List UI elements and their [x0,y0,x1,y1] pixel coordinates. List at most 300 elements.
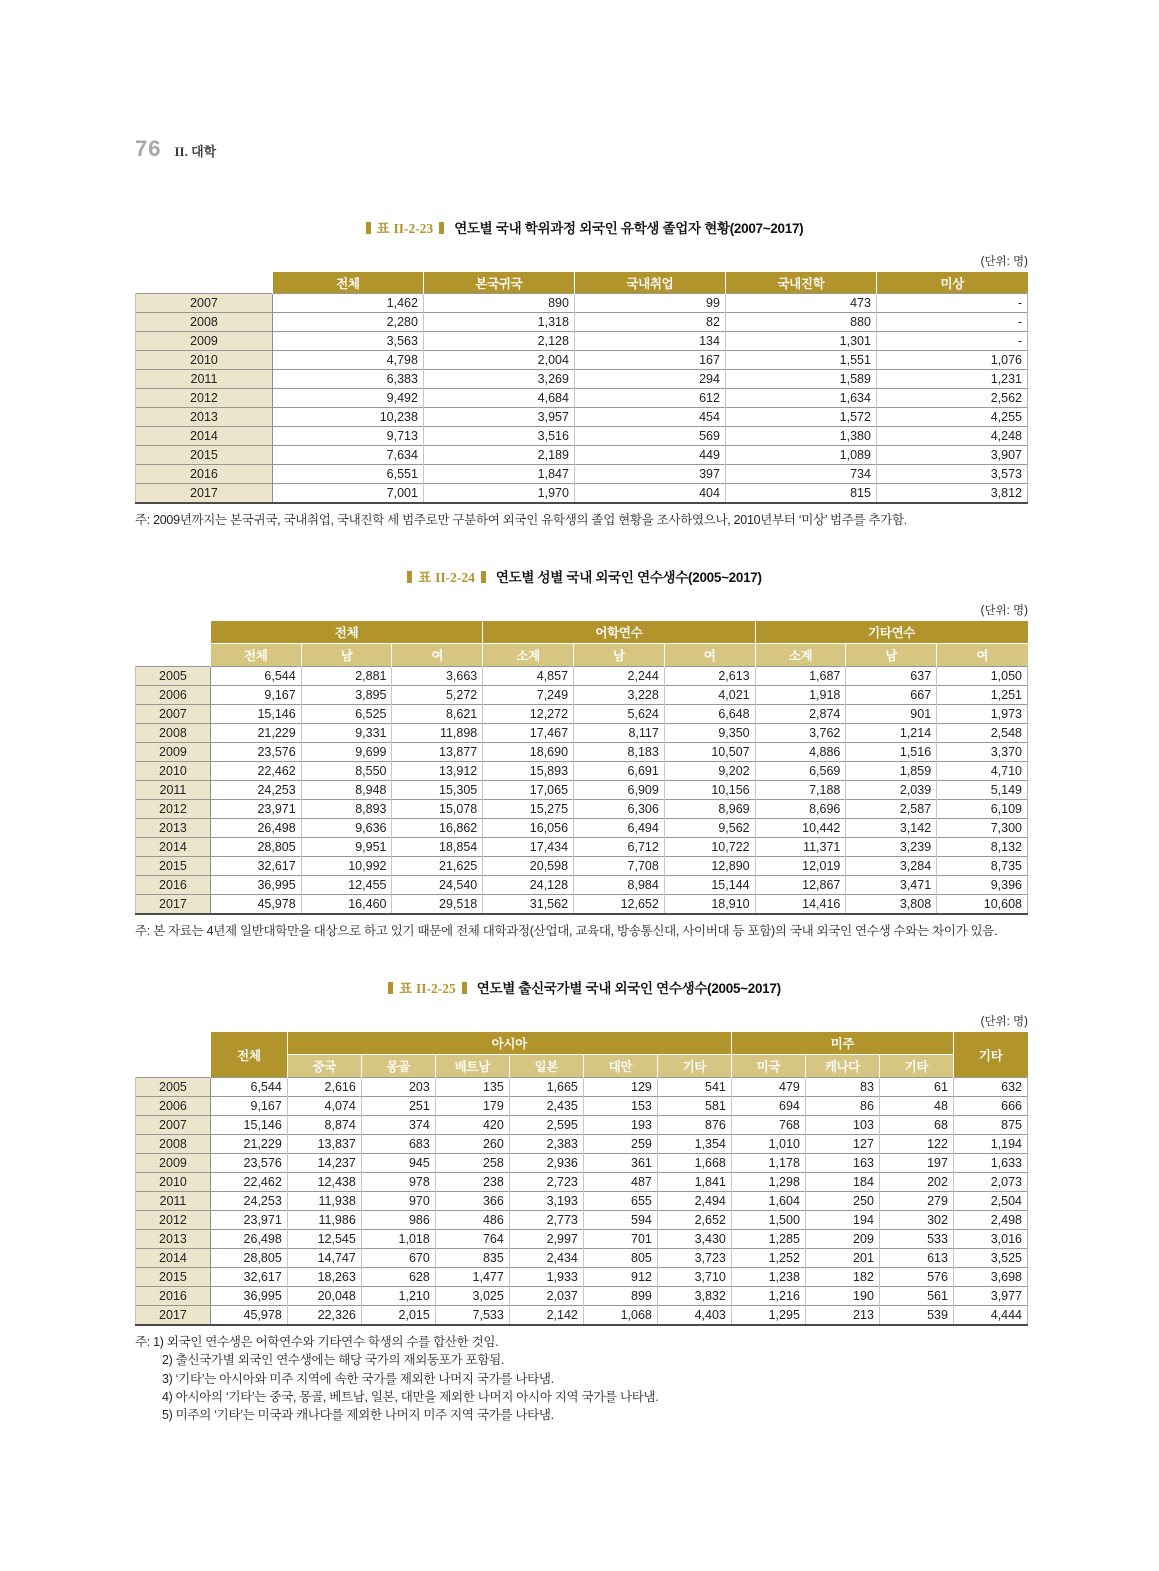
value-cell: 31,562 [483,895,574,915]
value-cell: 9,951 [301,838,392,857]
value-cell: 4,021 [664,686,755,705]
value-cell: 694 [731,1097,805,1116]
table-row [136,1135,1028,1154]
value-cell: 167 [574,351,725,370]
value-cell: 4,857 [483,667,574,686]
value-cell: 190 [805,1287,879,1306]
value-cell: 2,434 [509,1249,583,1268]
table-row [136,705,1028,724]
value-cell: 2,613 [664,667,755,686]
value-cell: 7,001 [272,484,423,504]
trainees-by-country-table [135,1032,1028,1326]
value-cell: 193 [583,1116,657,1135]
value-cell: 21,229 [210,724,301,743]
header-cell: 여 [664,644,755,667]
value-cell: 1,933 [509,1268,583,1287]
value-cell: 259 [583,1135,657,1154]
value-cell: 45,978 [210,895,301,915]
value-cell: 16,862 [392,819,483,838]
table-marker: 표 [376,221,390,236]
year-cell: 2006 [136,1097,211,1116]
value-cell: 48 [879,1097,953,1116]
table-row [136,408,1028,427]
table-row [136,895,1028,915]
year-cell: 2014 [136,838,211,857]
header-cell: 아시아 [287,1032,731,1055]
table-row [136,743,1028,762]
value-cell: 1,214 [846,724,937,743]
value-cell: 815 [725,484,876,504]
year-cell: 2015 [136,857,211,876]
table-note [135,1333,1028,1424]
value-cell: 11,371 [755,838,846,857]
value-cell: 2,587 [846,800,937,819]
title-bar-icon [462,982,467,994]
value-cell: 197 [879,1154,953,1173]
value-cell: 454 [574,408,725,427]
value-cell: 3,516 [423,427,574,446]
year-cell: 2011 [136,370,273,389]
table-row [136,332,1028,351]
header-cell: 미주 [731,1032,953,1055]
value-cell: 182 [805,1268,879,1287]
value-cell: 1,050 [937,667,1028,686]
value-cell: 12,438 [287,1173,361,1192]
value-cell: 1,010 [731,1135,805,1154]
value-cell: 6,648 [664,705,755,724]
value-cell: 655 [583,1192,657,1211]
title-bar-icon [366,222,371,234]
header-cell: 국내취업 [574,272,725,294]
value-cell: 3,957 [423,408,574,427]
value-cell: 294 [574,370,725,389]
header-cell: 소계 [755,644,846,667]
value-cell: 9,331 [301,724,392,743]
value-cell: 4,444 [953,1306,1027,1326]
value-cell: - [876,313,1027,332]
header-cell: 기타 [657,1055,731,1078]
year-cell: 2012 [136,389,273,408]
value-cell: 1,841 [657,1173,731,1192]
value-cell: - [876,332,1027,351]
header-cell: 미국 [731,1055,805,1078]
value-cell: 17,467 [483,724,574,743]
table-row [136,1230,1028,1249]
year-cell: 2016 [136,465,273,484]
graduates-by-year-table [135,272,1028,504]
value-cell: 3,016 [953,1230,1027,1249]
table-row [136,838,1028,857]
year-cell: 2015 [136,446,273,465]
value-cell: 11,986 [287,1211,361,1230]
value-cell: 2,874 [755,705,846,724]
value-cell: 2,189 [423,446,574,465]
value-cell: 2,997 [509,1230,583,1249]
value-cell: 15,146 [210,1116,287,1135]
value-cell: 666 [953,1097,1027,1116]
value-cell: 3,193 [509,1192,583,1211]
value-cell: 20,598 [483,857,574,876]
value-cell: 12,545 [287,1230,361,1249]
year-cell: 2015 [136,1268,211,1287]
value-cell: 875 [953,1116,1027,1135]
value-cell: 1,687 [755,667,846,686]
value-cell: 670 [361,1249,435,1268]
value-cell: 20,048 [287,1287,361,1306]
table-row [136,1192,1028,1211]
header-cell: 미상 [876,272,1027,294]
value-cell: 6,383 [272,370,423,389]
value-cell: 16,460 [301,895,392,915]
value-cell: 3,710 [657,1268,731,1287]
value-cell: 18,690 [483,743,574,762]
value-cell: 26,498 [210,1230,287,1249]
year-cell: 2014 [136,1249,211,1268]
table-row [136,686,1028,705]
year-cell: 2011 [136,781,211,800]
value-cell: 17,434 [483,838,574,857]
header-cell: 남 [574,644,665,667]
value-cell: 6,909 [574,781,665,800]
header-cell: 중국 [287,1055,361,1078]
value-cell: 2,073 [953,1173,1027,1192]
value-cell: 594 [583,1211,657,1230]
value-cell: 15,078 [392,800,483,819]
value-cell: 7,708 [574,857,665,876]
value-cell: 3,907 [876,446,1027,465]
value-cell: 23,971 [210,800,301,819]
value-cell: 2,616 [287,1078,361,1097]
value-cell: 899 [583,1287,657,1306]
value-cell: 134 [574,332,725,351]
value-cell: 1,285 [731,1230,805,1249]
value-cell: 258 [435,1154,509,1173]
value-cell: 3,723 [657,1249,731,1268]
value-cell: 978 [361,1173,435,1192]
value-cell: 122 [879,1135,953,1154]
title-bar-icon [439,222,444,234]
value-cell: 1,178 [731,1154,805,1173]
value-cell: 129 [583,1078,657,1097]
year-cell: 2013 [136,408,273,427]
value-cell: 13,912 [392,762,483,781]
value-cell: 8,550 [301,762,392,781]
value-cell: 6,691 [574,762,665,781]
value-cell: 539 [879,1306,953,1326]
value-cell: 3,698 [953,1268,1027,1287]
value-cell: 6,306 [574,800,665,819]
value-cell: 6,712 [574,838,665,857]
header-cell: 전체 [272,272,423,294]
header-cell: 기타연수 [755,621,1027,644]
value-cell: 1,500 [731,1211,805,1230]
value-cell: 7,533 [435,1306,509,1326]
value-cell: 184 [805,1173,879,1192]
table-row [136,800,1028,819]
value-cell: 202 [879,1173,953,1192]
year-cell: 2008 [136,724,211,743]
year-cell: 2016 [136,876,211,895]
table-row [136,465,1028,484]
value-cell: 4,248 [876,427,1027,446]
value-cell: 541 [657,1078,731,1097]
value-cell: 18,910 [664,895,755,915]
table-note-line: 주: 1) 외국인 연수생은 어학연수와 기타연수 학생의 수를 합산한 것임. [135,1335,499,1350]
value-cell: 3,471 [846,876,937,895]
header-cell: 소계 [483,644,574,667]
value-cell: 1,551 [725,351,876,370]
value-cell: 8,735 [937,857,1028,876]
table-row [136,484,1028,504]
value-cell: 1,252 [731,1249,805,1268]
value-cell: 99 [574,294,725,313]
value-cell: 12,867 [755,876,846,895]
header-blank-cell [136,621,211,667]
value-cell: 8,696 [755,800,846,819]
value-cell: 576 [879,1268,953,1287]
table-note-line: 4) 아시아의 ‘기타’는 중국, 몽골, 베트남, 일본, 대만을 제외한 나머지 아시아 지역 국가를 나타냄. [162,1389,659,1404]
value-cell: 14,416 [755,895,846,915]
table-row [136,876,1028,895]
header-cell: 기타 [879,1055,953,1078]
value-cell: 764 [435,1230,509,1249]
value-cell: 3,269 [423,370,574,389]
table-note-line: 주: 본 자료는 4년제 일반대학만을 대상으로 하고 있기 때문에 전체 대학과정(산업대, 교육대, 방송통신대, 사이버대 등 포함)의 국내 외국인 연수생 수와는 차이가 있음. [135,924,998,939]
header-blank-cell [136,1032,211,1078]
value-cell: 3,370 [937,743,1028,762]
value-cell: 3,430 [657,1230,731,1249]
table-row [136,370,1028,389]
value-cell: 366 [435,1192,509,1211]
value-cell: 28,805 [210,838,301,857]
value-cell: 12,890 [664,857,755,876]
value-cell: 2,280 [272,313,423,332]
year-cell: 2012 [136,1211,211,1230]
value-cell: 805 [583,1249,657,1268]
value-cell: 14,747 [287,1249,361,1268]
header-cell: 어학연수 [483,621,755,644]
header-blank-cell [136,272,273,294]
value-cell: 7,300 [937,819,1028,838]
value-cell: 1,633 [953,1154,1027,1173]
header-cell: 남 [301,644,392,667]
value-cell: 1,604 [731,1192,805,1211]
value-cell: 1,231 [876,370,1027,389]
table-row [136,427,1028,446]
value-cell: 3,284 [846,857,937,876]
value-cell: 9,636 [301,819,392,838]
value-cell: 3,663 [392,667,483,686]
value-cell: 2,562 [876,389,1027,408]
year-cell: 2013 [136,1230,211,1249]
value-cell: 7,188 [755,781,846,800]
value-cell: 238 [435,1173,509,1192]
value-cell: 10,238 [272,408,423,427]
value-cell: 5,149 [937,781,1028,800]
value-cell: 1,318 [423,313,574,332]
value-cell: 1,918 [755,686,846,705]
table-row [136,762,1028,781]
value-cell: 8,948 [301,781,392,800]
value-cell: 3,228 [574,686,665,705]
header-cell: 여 [937,644,1028,667]
value-cell: 2,498 [953,1211,1027,1230]
value-cell: 2,015 [361,1306,435,1326]
value-cell: 613 [879,1249,953,1268]
value-cell: 24,540 [392,876,483,895]
header-cell: 전체 [210,1032,287,1078]
value-cell: 945 [361,1154,435,1173]
value-cell: 1,216 [731,1287,805,1306]
header-cell: 남 [846,644,937,667]
year-cell: 2007 [136,705,211,724]
value-cell: 1,668 [657,1154,731,1173]
value-cell: 6,525 [301,705,392,724]
value-cell: 1,238 [731,1268,805,1287]
value-cell: 1,572 [725,408,876,427]
value-cell: 880 [725,313,876,332]
value-cell: 533 [879,1230,953,1249]
value-cell: 21,229 [210,1135,287,1154]
value-cell: 2,004 [423,351,574,370]
year-cell: 2009 [136,332,273,351]
value-cell: 2,142 [509,1306,583,1326]
value-cell: 12,455 [301,876,392,895]
table-marker: 표 [418,570,432,586]
value-cell: 4,403 [657,1306,731,1326]
value-cell: 5,272 [392,686,483,705]
table-row [136,1287,1028,1306]
value-cell: 404 [574,484,725,504]
value-cell: 1,634 [725,389,876,408]
value-cell: 3,525 [953,1249,1027,1268]
value-cell: 68 [879,1116,953,1135]
value-cell: 7,249 [483,686,574,705]
table-code-number: II-2-23 [393,221,434,236]
header-cell: 몽골 [361,1055,435,1078]
value-cell: 632 [953,1078,1027,1097]
year-cell: 2016 [136,1287,211,1306]
header-cell: 본국귀국 [423,272,574,294]
value-cell: 890 [423,294,574,313]
value-cell: 24,128 [483,876,574,895]
value-cell: 6,544 [210,1078,287,1097]
value-cell: 3,142 [846,819,937,838]
value-cell: 901 [846,705,937,724]
value-cell: 612 [574,389,725,408]
table-title-text: 연도별 국내 학위과정 외국인 유학생 졸업자 현황(2007~2017) [454,221,804,236]
value-cell: 10,442 [755,819,846,838]
value-cell: 912 [583,1268,657,1287]
value-cell: 667 [846,686,937,705]
header-cell: 베트남 [435,1055,509,1078]
value-cell: 9,562 [664,819,755,838]
value-cell: 11,938 [287,1192,361,1211]
value-cell: 970 [361,1192,435,1211]
value-cell: 13,837 [287,1135,361,1154]
year-cell: 2014 [136,427,273,446]
value-cell: 28,805 [210,1249,287,1268]
value-cell: 473 [725,294,876,313]
value-cell: 18,854 [392,838,483,857]
value-cell: 8,183 [574,743,665,762]
value-cell: 2,037 [509,1287,583,1306]
value-cell: 2,504 [953,1192,1027,1211]
value-cell: 628 [361,1268,435,1287]
value-cell: 361 [583,1154,657,1173]
value-cell: 10,507 [664,743,755,762]
year-cell: 2005 [136,1078,211,1097]
year-cell: 2017 [136,1306,211,1326]
value-cell: 701 [583,1230,657,1249]
value-cell: 23,576 [210,743,301,762]
table-note-line: 5) 미주의 ‘기타’는 미국과 캐나다를 제외한 나머지 미주 지역 국가를 나타냄. [162,1407,554,1422]
value-cell: 24,253 [210,781,301,800]
table-row [136,446,1028,465]
table-row [136,313,1028,332]
value-cell: 9,350 [664,724,755,743]
value-cell: 23,576 [210,1154,287,1173]
year-cell: 2005 [136,667,211,686]
value-cell: 203 [361,1078,435,1097]
value-cell: 12,272 [483,705,574,724]
value-cell: 22,326 [287,1306,361,1326]
value-cell: 8,117 [574,724,665,743]
value-cell: 1,477 [435,1268,509,1287]
value-cell: 2,936 [509,1154,583,1173]
value-cell: 82 [574,313,725,332]
value-cell: 1,295 [731,1306,805,1326]
table-note-line: 3) ‘기타’는 아시아와 미주 지역에 속한 국가를 제외한 나머지 국가를 나타냄. [162,1371,554,1386]
table-row [136,819,1028,838]
value-cell: 397 [574,465,725,484]
value-cell: 9,202 [664,762,755,781]
table-row [136,1154,1028,1173]
value-cell: 986 [361,1211,435,1230]
unit-label: (단위: 명) [980,1016,1028,1029]
header-cell: 전체 [210,644,301,667]
value-cell: 15,275 [483,800,574,819]
value-cell: 3,895 [301,686,392,705]
value-cell: 2,652 [657,1211,731,1230]
value-cell: 1,973 [937,705,1028,724]
value-cell: 1,018 [361,1230,435,1249]
value-cell: 6,544 [210,667,301,686]
value-cell: 9,699 [301,743,392,762]
value-cell: 16,056 [483,819,574,838]
value-cell: 1,068 [583,1306,657,1326]
table-row [136,857,1028,876]
value-cell: 2,128 [423,332,574,351]
year-cell: 2010 [136,351,273,370]
value-cell: 83 [805,1078,879,1097]
value-cell: 179 [435,1097,509,1116]
table-code [418,570,475,585]
value-cell: 250 [805,1192,879,1211]
table-title [135,220,1028,237]
table-code-number: II-2-24 [435,570,475,586]
value-cell: 8,893 [301,800,392,819]
header-cell: 대만 [583,1055,657,1078]
value-cell: 3,239 [846,838,937,857]
table-row [136,1097,1028,1116]
value-cell: 2,723 [509,1173,583,1192]
table-row [136,724,1028,743]
table-title-text: 연도별 출신국가별 국내 외국인 연수생수(2005~2017) [476,981,781,997]
value-cell: 103 [805,1116,879,1135]
value-cell: 10,608 [937,895,1028,915]
value-cell: 61 [879,1078,953,1097]
